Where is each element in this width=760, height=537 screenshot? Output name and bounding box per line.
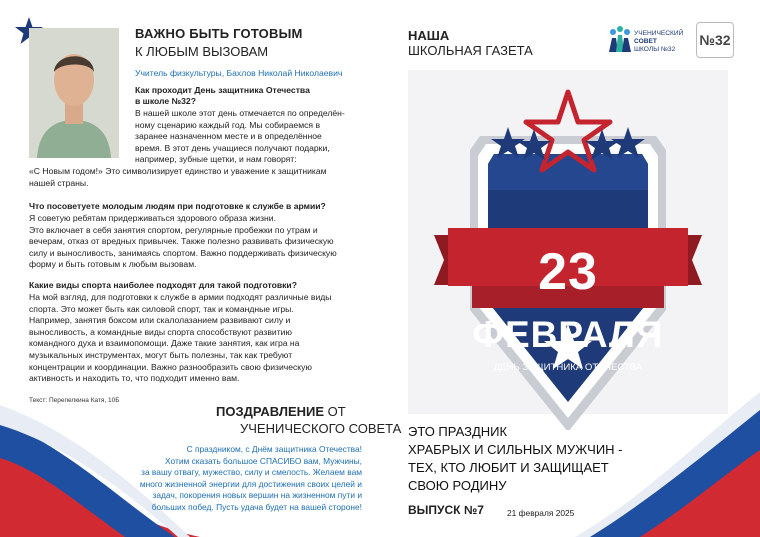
interview-title: ВАЖНО БЫТЬ ГОТОВЫМ	[135, 26, 303, 41]
answer-1-block-a: В нашей школе этот день отмечается по определён- ному сценарию каждый год. Мы собираемся в заранее назначенном месте и в определённое время. В этот день учащиеся получают подарки, например, зубные щетки, и нам говорят:	[135, 108, 345, 165]
issue-date: 21 февраля 2025	[507, 508, 575, 518]
answer-2: Я советую ребятам придерживаться здорового образа жизни. Это включает в себя занятия спортом, регулярные пробежки по утрам и вечерам, отказ от вредных привычек. Также полезно развивать физическую силу и выносливость, занимаясь спортом. Важно поддерживать физическую форму и быть готовым к любым вызовам.	[29, 213, 337, 270]
person-silhouette-icon	[29, 28, 119, 158]
interview-subtitle: К ЛЮБЫМ ВЫЗОВАМ	[135, 44, 269, 59]
greeting-title: ПОЗДРАВЛЕНИЕ ОТ	[216, 404, 346, 419]
question-1: Как проходит День защитника Отечества в школе №32?	[135, 85, 310, 106]
poster-holiday-name: ДЕНЬ ЗАЩИТНИКА ОТЕЧЕСТВА	[493, 362, 643, 373]
masthead-subtitle: ШКОЛЬНАЯ ГАЗЕТА	[408, 43, 533, 58]
poster-number: 23	[538, 243, 598, 301]
greeting-subtitle: УЧЕНИЧЕСКОГО СОВЕТА	[240, 421, 402, 436]
answer-1-block-b: «С Новым годом!» Это символизирует единство и уважение к защитникам нашей страны.	[29, 166, 327, 188]
teacher-photo	[29, 28, 119, 158]
question-2: Что посоветуете молодым людям при подготовке к службе в армии?	[29, 201, 326, 211]
article-author: Текст: Перепелкина Катя, 10Б	[29, 397, 120, 404]
teacher-credit: Учитель физкультуры, Бахлов Николай Николаевич	[135, 68, 343, 78]
question-3: Какие виды спорта наиболее подходят для такой подготовки?	[29, 280, 297, 290]
tagline: ЭТО ПРАЗДНИК ХРАБРЫХ И СИЛЬНЫХ МУЖЧИН - ТЕХ, КТО ЛЮБИТ И ЗАЩИЩАЕТ СВОЮ РОДИНУ	[408, 424, 623, 493]
greeting-text: С праздником, с Днём защитника Отечества! Хотим сказать большое СПАСИБО вам, Мужчины, за вашу отвагу, мужество, силу и смелость. Желаем вам много жизненной энергии для достижения своих целей и задач, покорения новых вершин на жизненном пути и больших побед. Пусть удача будет на вашей стороне!	[139, 444, 362, 512]
school-number-badge: №32	[696, 22, 734, 58]
poster-month: ФЕВРАЛЯ	[472, 314, 664, 355]
masthead-title: НАША	[408, 28, 450, 43]
issue-number: ВЫПУСК №7	[408, 503, 484, 517]
holiday-poster	[408, 70, 728, 430]
student-council-label: УЧЕНИЧЕСКИЙ СОВЕТ ШКОЛЫ №32	[634, 30, 684, 53]
student-council-logo-icon	[606, 24, 634, 54]
answer-3: На мой взгляд, для подготовки к службе в армии подходят различные виды спорта. Это может быть как силовой спорт, так и командные игры. Например, занятия боксом или скалолазанием развивают силу и выносливость, а командные виды спорта способствуют развитию командного духа и взаимопомощи. Даже такие занятия, как игра на музыкальных инструментах, могут быть полезны, так как требуют концентрации и координации. Важно разнообразить свою физическую активность и находить то, что подходит именно вам.	[29, 292, 332, 384]
